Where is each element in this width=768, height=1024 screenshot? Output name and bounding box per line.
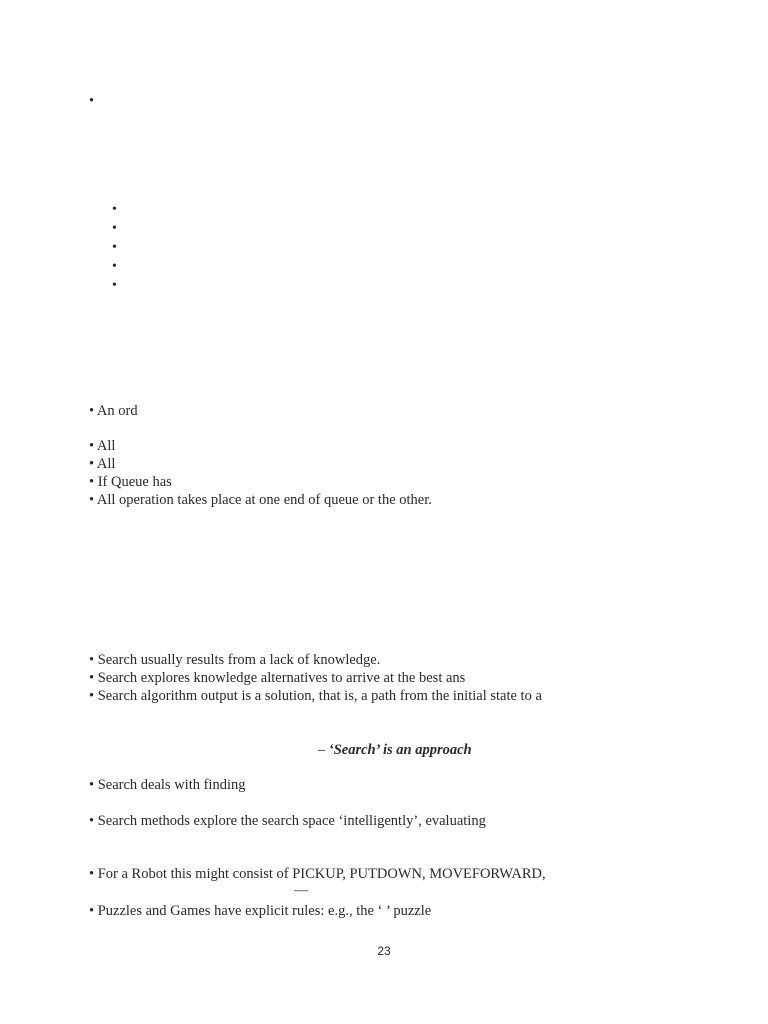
top-bullet: •: [89, 93, 95, 109]
queue-item: • If Queue has: [89, 474, 172, 490]
search-item: • Search algorithm output is a solution, that is, a path from the initial state to a: [89, 688, 542, 704]
robot-line: • For a Robot this might consist of PICKUP, PUTDOWN, MOVEFORWARD,: [89, 866, 546, 882]
sub-bullet: •: [112, 259, 117, 274]
sub-bullet: •: [112, 278, 117, 293]
approach-text: ‘Search’ is an approach: [328, 742, 472, 758]
sub-bullet: •: [112, 240, 117, 255]
search-finding: • Search deals with finding: [89, 777, 246, 793]
approach-dash: –: [318, 742, 329, 758]
queue-item: • All operation takes place at one end of queue or the other.: [89, 492, 432, 508]
page-number: 23: [377, 944, 391, 958]
queue-intro: • An ord: [89, 403, 138, 419]
search-approach-heading: [318, 741, 472, 759]
sub-bullet: •: [112, 221, 117, 236]
search-item: • Search usually results from a lack of knowledge.: [89, 652, 381, 668]
queue-item: • All: [89, 456, 116, 472]
search-item: • Search explores knowledge alternatives to arrive at the best ans: [89, 670, 466, 686]
queue-item: • All: [89, 438, 116, 454]
search-methods: • Search methods explore the search space ‘intelligently’, evaluating: [89, 813, 486, 829]
dash-mark: —: [294, 883, 308, 898]
puzzles-line: • Puzzles and Games have explicit rules: e.g., the ‘ ’ puzzle: [89, 903, 432, 919]
sub-bullet: •: [112, 202, 117, 217]
